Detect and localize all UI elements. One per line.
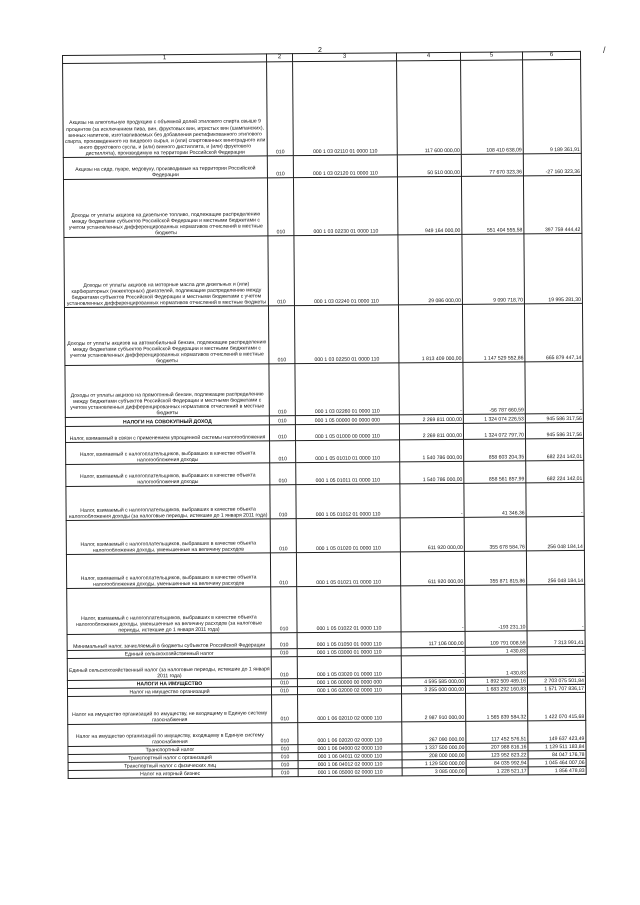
row-kbk-cell: 000 1 05 03000 01 0000 110 <box>297 648 401 657</box>
row-fact-cell: 1 147 529 552,86 <box>462 304 524 362</box>
row-code-cell: 010 <box>269 364 295 416</box>
row-plan-cell: - <box>401 585 465 632</box>
row-code-cell: 010 <box>269 425 295 441</box>
row-kbk-cell: 000 1 05 00000 00 0000 000 <box>295 415 399 425</box>
row-fact-cell: -193 231,10 <box>465 585 527 631</box>
row-plan-cell: 3 255 000 000,00 <box>401 685 465 694</box>
row-name-cell: Доходы от уплаты акцизов на автомобильный бензин, подлежащие распределению между бюджетами субъектов Российской Федерации и местными бюджетами с учетом установленных дифференцированных нормативов отчислений в местные бюджеты <box>64 306 268 366</box>
row-kbk-cell: 000 1 06 02020 02 0000 110 <box>298 722 402 745</box>
row-kbk-cell: 000 1 05 03020 01 0000 110 <box>297 656 401 679</box>
row-code-cell: 010 <box>272 723 298 745</box>
row-code-cell: 010 <box>272 745 298 753</box>
row-kbk-cell: 000 1 06 02010 02 0000 110 <box>298 694 402 723</box>
row-name-cell: Налог, взимаемый с налогоплательщиков, выбравших в качестве объекта налогообложения доходы, уменьшенные на величину расходов <box>66 519 270 555</box>
row-unexecuted-cell: - <box>525 361 583 413</box>
row-fact-cell: 355 678 584,76 <box>464 517 526 551</box>
row-kbk-cell: 000 1 05 01011 01 0000 110 <box>296 462 400 485</box>
row-kbk-cell: 000 1 06 04000 02 0000 110 <box>298 744 402 753</box>
row-plan-cell: 267 090 000,00 <box>402 721 466 744</box>
row-unexecuted-cell: 7 313 991,41 <box>527 630 585 646</box>
row-name-cell: Доходы от уплаты акцизов на прямогонный бензин, подлежащие распределению между бюджетами субъектов Российской Федерации и местными бюджетами с учетом установленных дифференцированных нормативов отчислений в местные бюджеты <box>65 364 269 418</box>
row-fact-cell: 109 791 008,59 <box>465 631 527 647</box>
row-plan-cell: 949 164 000,00 <box>397 176 461 235</box>
row-code-cell: 010 <box>270 519 296 553</box>
row-fact-cell: 1 324 074 226,53 <box>463 414 525 423</box>
row-fact-cell: 123 952 823,22 <box>466 751 528 759</box>
row-name-cell: Налог, взимаемый в связи с применением упрощенной системы налогообложения <box>65 425 269 443</box>
table-row <box>64 303 582 365</box>
row-plan-cell: 50 510 000,00 <box>397 154 461 177</box>
header-col-5: 5 <box>460 52 522 60</box>
row-name-cell: Транспортный налог с организаций <box>68 753 272 763</box>
row-code-cell: 010 <box>267 178 293 236</box>
row-unexecuted-cell: 665 879 447,14 <box>524 303 582 361</box>
row-unexecuted-cell: 256 048 184,14 <box>526 516 584 550</box>
row-code-cell: 010 <box>270 463 296 485</box>
table-row <box>66 516 584 554</box>
row-name-cell: Транспортный налог с физических лиц <box>68 761 272 771</box>
row-kbk-cell: 000 1 05 01022 01 0000 110 <box>297 586 401 633</box>
row-kbk-cell: 000 1 06 04011 02 0000 110 <box>298 752 402 761</box>
row-plan-cell: 1 813 409 000,00 <box>398 304 462 363</box>
row-name-cell: Налог, взимаемый с налогоплательщиков, выбравших в качестве объекта налогообложения доходы, уменьшенные на величину расходов <box>66 553 270 589</box>
row-unexecuted-cell: 1 422 070 415,68 <box>528 692 586 720</box>
row-fact-cell: -56 787 660,59 <box>463 362 525 414</box>
row-kbk-cell: 000 1 06 05000 02 0000 110 <box>298 768 402 777</box>
row-fact-cell: 1 228 521,17 <box>466 767 528 775</box>
row-name-cell: Налог на имущество организаций по имуществу, входящему в Единую систему газоснабжения <box>68 723 272 747</box>
row-name-cell: НАЛОГИ НА ИМУЩЕСТВО <box>67 679 271 689</box>
table-row <box>66 550 584 588</box>
row-unexecuted-cell: 1 571 707 836,17 <box>527 684 585 692</box>
row-name-cell: НАЛОГИ НА СОВОКУПНЫЙ ДОХОД <box>65 416 269 427</box>
row-unexecuted-cell: 149 637 423,49 <box>528 720 586 742</box>
table-row <box>64 233 583 307</box>
row-plan-cell: 117 106 000,00 <box>401 631 465 648</box>
table-row <box>66 482 584 520</box>
row-name-cell: Налог, взимаемый с налогоплательщиков, выбравших в качестве объекта налогообложения доходы <box>66 441 270 465</box>
row-unexecuted-cell: 2 703 075 501,84 <box>527 676 585 684</box>
row-plan-cell: - <box>399 362 463 415</box>
row-code-cell: 010 <box>272 753 298 761</box>
row-unexecuted-cell: 397 759 444,42 <box>523 175 581 233</box>
table-row <box>65 361 583 417</box>
row-fact-cell: 84 035 992,94 <box>466 759 528 767</box>
row-fact-cell: 1 565 839 584,32 <box>466 693 528 721</box>
row-code-cell: 010 <box>271 649 297 657</box>
row-fact-cell: 1 324 072 797,70 <box>463 423 525 439</box>
row-kbk-cell: 000 1 05 01021 01 0000 110 <box>296 552 400 587</box>
header-col-4: 4 <box>396 52 460 61</box>
row-fact-cell: 41 346,36 <box>464 483 526 517</box>
row-plan-cell: 611 920 000,00 <box>400 551 464 586</box>
row-name-cell: Доходы от уплаты акцизов на дизельное топливо, подлежащие распределению между бюджетами субъектов Российской Федерации и местными бюджетами с учетом установленных дифференцированных нормативов отчислений в местные бюджеты <box>63 178 267 238</box>
row-plan-cell: 2 269 811 000,00 <box>399 423 463 440</box>
row-name-cell: Налог на имущество организаций по имуществу, не входящему в Единую систему газоснабжения <box>68 695 272 725</box>
row-kbk-cell: 000 1 03 02260 01 0000 110 <box>295 363 399 416</box>
row-kbk-cell: 000 1 03 02230 01 0000 110 <box>293 177 397 236</box>
row-code-cell: 010 <box>272 695 298 723</box>
row-kbk-cell: 000 1 06 02000 02 0000 110 <box>297 686 401 695</box>
row-name-cell: Налог, взимаемый с налогоплательщиков, выбравших в качестве объекта налогообложения доходы (за налоговые периоды, истекшие до 1 января 2011 года) <box>66 485 270 521</box>
row-plan-cell: 117 600 000,00 <box>397 60 462 154</box>
row-name-cell: Единый сельскохозяйственный налог <box>67 649 271 659</box>
row-code-cell: 010 <box>272 761 298 769</box>
row-plan-cell: 29 086 000,00 <box>398 234 463 305</box>
row-kbk-cell: 000 1 05 01020 01 0000 110 <box>296 518 400 553</box>
row-code-cell: 010 <box>268 306 294 364</box>
row-unexecuted-cell: 19 995 281,30 <box>524 233 583 303</box>
row-kbk-cell: 000 1 05 01010 01 0000 110 <box>296 440 400 463</box>
row-plan-cell: 208 000 000,00 <box>402 751 466 760</box>
row-kbk-cell: 000 1 03 02240 01 0000 110 <box>294 235 399 306</box>
row-name-cell: Акцизы на алкогольную продукцию с объемной долей этилового спирта свыше 9 процентов (за исключением пива, вин, фруктовых вин, игристых вин (шампанских), винных напитков, изготавливаемых без добавления ректификованного этилового спирта, произведенного из пищевого сырья, и (или) спиртованных виноградного или иного фруктового сусла, и (или) винного дистиллята, и (или) фруктового дистиллята), производимую на территории Российской Федерации <box>63 62 268 158</box>
row-fact-cell: 551 404 555,58 <box>461 176 523 234</box>
table-row <box>67 584 585 634</box>
table-row <box>63 175 581 237</box>
revenue-table <box>62 51 587 779</box>
row-plan-cell: 1 129 500 000,00 <box>402 759 466 768</box>
row-kbk-cell: 000 1 06 00000 00 0000 000 <box>297 678 401 687</box>
row-name-cell: Налог на игорный бизнес <box>68 769 272 779</box>
row-code-cell: 010 <box>269 416 295 425</box>
row-kbk-cell: 000 1 03 02250 01 0000 110 <box>294 305 398 364</box>
row-name-cell: Налог на имущество организаций <box>67 687 271 697</box>
row-name-cell: Транспортный налог <box>68 745 272 755</box>
row-code-cell: 010 <box>267 62 294 156</box>
row-code-cell: 010 <box>271 633 297 649</box>
row-fact-cell: 117 452 576,51 <box>466 721 528 743</box>
row-unexecuted-cell: - <box>527 584 585 630</box>
row-code-cell: 010 <box>267 156 293 178</box>
row-unexecuted-cell: 1 856 478,83 <box>528 766 586 774</box>
row-unexecuted-cell: 945 586 317,56 <box>525 413 583 422</box>
row-plan-cell: 1 540 786 000,00 <box>400 439 464 462</box>
row-plan-cell: 4 595 585 000,00 <box>401 677 465 686</box>
row-kbk-cell: 000 1 03 02120 01 0000 110 <box>293 155 397 178</box>
row-name-cell: Налог, взимаемый с налогоплательщиков, выбравших в качестве объекта налогообложения доходы <box>66 463 270 487</box>
row-plan-cell: - <box>401 655 465 678</box>
row-unexecuted-cell: 682 224 142,01 <box>526 438 584 460</box>
row-unexecuted-cell: 1 129 511 183,84 <box>528 742 586 750</box>
row-plan-cell: - <box>400 483 464 518</box>
row-unexecuted-cell: - <box>527 654 585 676</box>
row-name-cell: Доходы от уплаты акцизов на моторные масла для дизельных и (или) карбюраторных (инжекторных) двигателей, подлежащие распределению между бюджетами субъектов Российской Федерации и местными бюджетами с учетом установленных дифференцированных нормативов отчислений в местные бюджеты <box>64 236 269 308</box>
row-kbk-cell: 000 1 06 04012 02 0000 110 <box>298 760 402 769</box>
row-code-cell: 010 <box>271 679 297 687</box>
table-row <box>68 692 586 724</box>
row-name-cell: Минимальный налог, зачисляемый в бюджеты субъектов Российской Федерации <box>67 633 271 651</box>
row-plan-cell: 1 337 500 000,00 <box>402 743 466 752</box>
row-unexecuted-cell: 1 045 464 007,06 <box>528 758 586 766</box>
header-col-3: 3 <box>292 53 396 62</box>
row-code-cell: 010 <box>271 687 297 695</box>
row-plan-cell: 1 540 786 000,00 <box>400 461 464 484</box>
table-row <box>63 59 582 157</box>
row-code-cell: 010 <box>271 587 297 633</box>
row-fact-cell: 1 683 292 160,83 <box>465 685 527 693</box>
row-unexecuted-cell: 682 224 142,01 <box>526 460 584 482</box>
row-unexecuted-cell: -27 160 323,36 <box>523 153 581 175</box>
row-code-cell: 010 <box>270 485 296 519</box>
row-plan-cell: 611 920 000,00 <box>400 517 464 552</box>
row-code-cell: 010 <box>272 769 298 777</box>
row-code-cell: 010 <box>268 236 295 306</box>
page-number: 2 <box>318 47 322 54</box>
row-fact-cell: 207 988 816,16 <box>466 743 528 751</box>
row-plan-cell: - <box>401 647 465 656</box>
row-unexecuted-cell: 945 586 317,56 <box>525 422 583 438</box>
row-kbk-cell: 000 1 05 01050 01 0000 110 <box>297 632 401 649</box>
row-fact-cell: 1 430,83 <box>465 655 527 677</box>
row-plan-cell: 2 987 910 000,00 <box>402 693 466 722</box>
row-unexecuted-cell: 84 047 176,78 <box>528 750 586 758</box>
row-fact-cell: 9 090 718,70 <box>462 234 525 304</box>
header-col-6: 6 <box>522 51 580 59</box>
row-fact-cell: 77 670 323,36 <box>461 154 523 176</box>
row-kbk-cell: 000 1 03 02110 01 0000 110 <box>293 61 398 156</box>
row-unexecuted-cell: 256 048 184,14 <box>526 550 584 584</box>
report-sheet <box>62 51 588 779</box>
row-unexecuted-cell: - <box>527 646 585 654</box>
row-name-cell: Налог, взимаемый с налогоплательщиков, выбравших в качестве объекта налогообложения доходы, уменьшенные на величину расходов (за налоговые периоды, истекшие до 1 января 2011 года) <box>67 587 271 635</box>
row-code-cell: 010 <box>270 553 296 587</box>
row-fact-cell: 1 430,83 <box>465 647 527 655</box>
row-name-cell: Единый сельскохозяйственный налог (за налоговые периоды, истекшие до 1 января 2011 года) <box>67 657 271 681</box>
corner-pen-mark: / <box>603 45 606 55</box>
row-unexecuted-cell: 9 189 361,91 <box>523 59 582 153</box>
row-kbk-cell: 000 1 05 01000 00 0000 110 <box>295 424 399 441</box>
row-fact-cell: 1 892 509 489,16 <box>465 677 527 685</box>
row-fact-cell: 858 603 204,35 <box>464 439 526 461</box>
row-fact-cell: 355 871 815,86 <box>464 551 526 585</box>
header-col-1: 1 <box>63 54 267 64</box>
row-plan-cell: 2 269 811 000,00 <box>399 414 463 424</box>
row-code-cell: 010 <box>270 441 296 463</box>
row-fact-cell: 858 561 857,99 <box>464 461 526 483</box>
row-code-cell: 010 <box>271 657 297 679</box>
row-plan-cell: 3 085 000,00 <box>402 767 466 776</box>
row-kbk-cell: 000 1 05 01012 01 0000 110 <box>296 484 400 519</box>
row-name-cell: Акцизы на сидр, пуаре, медовуху, производимые на территории Российской Федерации <box>63 156 267 180</box>
row-fact-cell: 108 410 638,09 <box>461 60 524 154</box>
row-unexecuted-cell: - <box>526 482 584 516</box>
header-col-2: 2 <box>266 54 292 62</box>
